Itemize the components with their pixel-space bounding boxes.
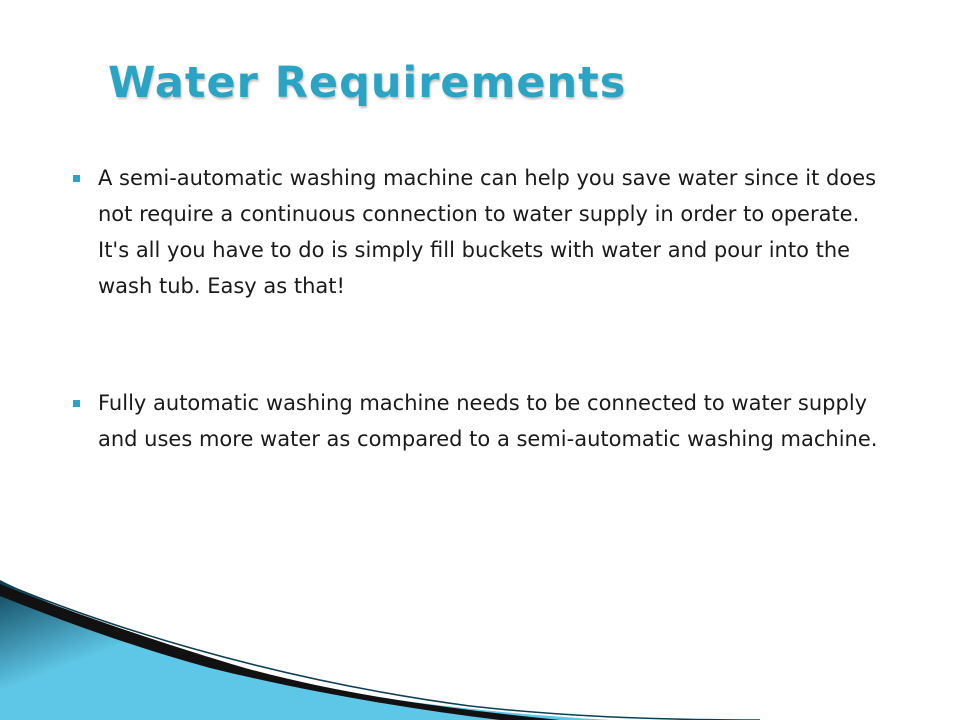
decorative-swoosh bbox=[0, 580, 760, 720]
swoosh-fill bbox=[0, 580, 610, 720]
square-bullet-icon bbox=[73, 400, 80, 407]
square-bullet-icon bbox=[73, 175, 80, 182]
bullet-item bbox=[72, 385, 882, 457]
bullet-list bbox=[72, 160, 882, 457]
bullet-text: Fully automatic washing machine needs to be connected to water supply and uses more water as compared to a semi-automatic washing machine. bbox=[98, 391, 878, 451]
bullet-text: A semi-automatic washing machine can help you save water since it does not require a continuous connection to water supply in order to operate. It's all you have to do is simply fill buckets with water and pour into the wash tub. Easy as that! bbox=[98, 166, 877, 298]
bullet-item bbox=[72, 160, 882, 304]
slide-title: Water Requirements bbox=[108, 58, 627, 108]
